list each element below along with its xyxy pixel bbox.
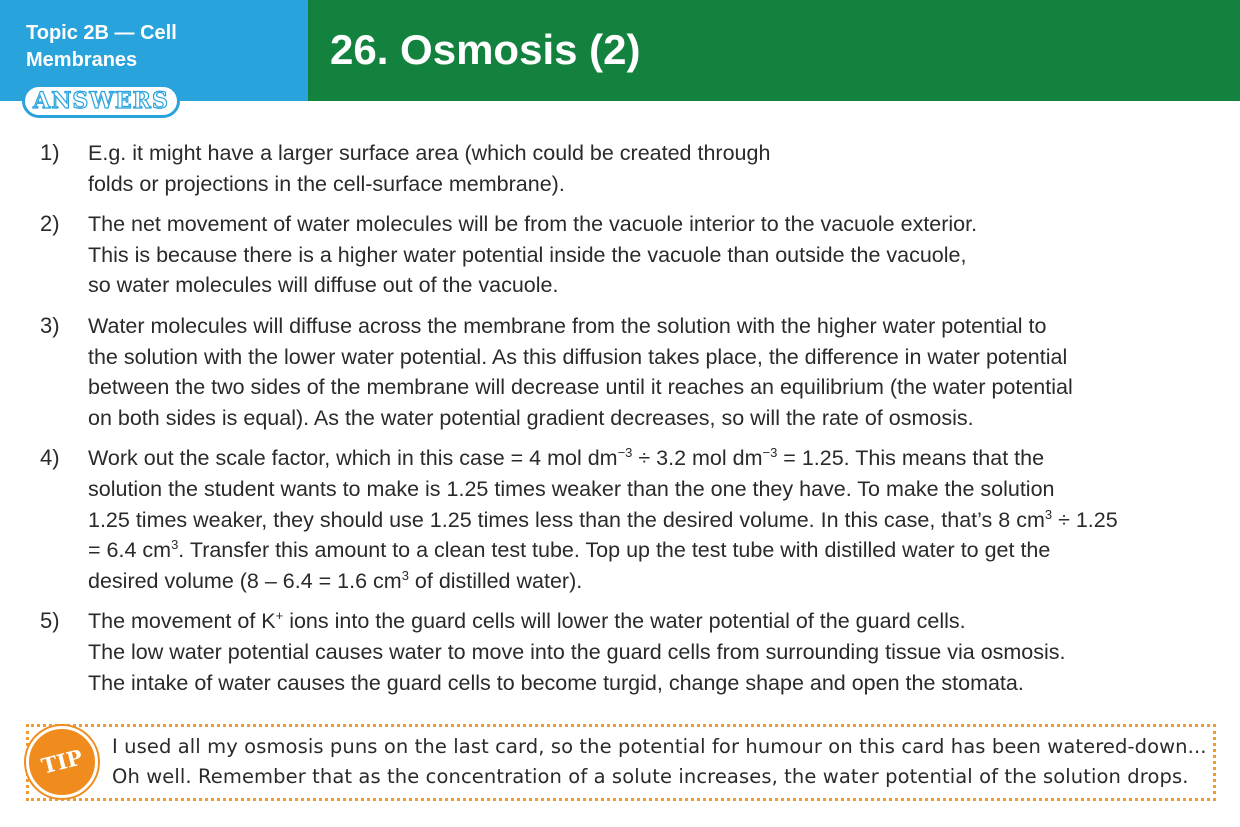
answer-line: solution the student wants to make is 1.25 times weaker than the one they have. To make the solution	[88, 476, 1055, 501]
answer-line	[88, 505, 1240, 536]
text-run: desired volume (8 – 6.4 = 1.6 cm	[88, 568, 402, 593]
answer-line	[88, 535, 1240, 566]
answer-line: The low water potential causes water to move into the guard cells from surrounding tissue via osmosis.	[88, 639, 1066, 664]
text-run: = 6.4 cm	[88, 538, 172, 563]
answers-badge	[22, 84, 180, 118]
answer-line: on both sides is equal). As the water potential gradient decreases, so will the rate of osmosis.	[88, 405, 974, 430]
topic-label	[26, 20, 177, 74]
answer-number: 5)	[40, 608, 60, 634]
superscript: +	[275, 608, 284, 624]
topic-line-1: Topic 2B — Cell	[26, 22, 177, 44]
answer-number: 1)	[40, 140, 60, 165]
text-run: ÷ 1.25	[1052, 507, 1118, 532]
answer-line: Water molecules will diffuse across the membrane from the solution with the higher water potential to	[88, 313, 1047, 338]
answer-item-5	[0, 606, 1240, 698]
answer-item-1	[0, 138, 1240, 199]
text-run: ions into the guard cells will lower the water potential of the guard cells.	[283, 609, 966, 634]
answer-line	[88, 606, 1240, 637]
superscript: 3	[171, 536, 179, 552]
superscript: −3	[762, 445, 778, 461]
superscript: −3	[617, 445, 633, 461]
answer-number: 2)	[40, 211, 60, 237]
answer-line: between the two sides of the membrane will decrease until it reaches an equilibrium (the water potential	[88, 375, 1073, 400]
answer-line: so water molecules will diffuse out of the vacuole.	[88, 273, 559, 298]
text-run: 1.25 times weaker, they should use 1.25 times less than the desired volume. In this case, that’s 8 cm	[88, 507, 1045, 532]
text-run: . Transfer this amount to a clean test tube. Top up the test tube with distilled water to get the	[178, 538, 1051, 563]
answer-line: E.g. it might have a larger surface area (which could be created through	[88, 141, 771, 165]
text-run: = 1.25. This means that the	[777, 446, 1045, 471]
superscript: 3	[401, 567, 409, 583]
tip-line-2: Oh well. Remember that as the concentration of a solute increases, the water potential of the solution drops.	[112, 765, 1189, 788]
text-run: Work out the scale factor, which in this case = 4 mol dm	[88, 446, 618, 471]
answer-list	[0, 138, 1240, 708]
text-run: The movement of K	[88, 609, 276, 634]
answer-item-4	[0, 443, 1240, 596]
superscript: 3	[1044, 506, 1053, 522]
answer-line: The net movement of water molecules will be from the vacuole interior to the vacuole exterior.	[88, 212, 978, 237]
text-run: ÷ 3.2 mol dm	[632, 446, 763, 471]
answer-item-3	[0, 311, 1240, 433]
answer-line: the solution with the lower water potential. As this diffusion takes place, the difference in water potential	[88, 344, 1068, 369]
answer-line: folds or projections in the cell-surface membrane).	[88, 171, 565, 196]
answer-number: 3)	[40, 312, 60, 338]
page-header	[0, 0, 1240, 114]
answers-badge-label: ANSWERS	[33, 88, 169, 114]
answer-line	[88, 566, 1240, 597]
tip-badge	[26, 726, 98, 798]
topic-line-2: Membranes	[26, 49, 138, 71]
answer-line: The intake of water causes the guard cells to become turgid, change shape and open the stomata.	[88, 670, 1024, 695]
title-panel	[308, 0, 1240, 101]
text-run: of distilled water).	[408, 568, 583, 593]
answer-number: 4)	[40, 445, 60, 471]
answer-line	[88, 443, 1240, 474]
tip-line-1: I used all my osmosis puns on the last card, so the potential for humour on this card has been watered-down...	[112, 735, 1207, 758]
tip-badge-label: TIP	[38, 744, 86, 779]
answer-item-2	[0, 209, 1240, 301]
page-title: 26. Osmosis (2)	[330, 26, 641, 73]
answer-line: This is because there is a higher water potential inside the vacuole than outside the vacuole,	[88, 242, 967, 267]
